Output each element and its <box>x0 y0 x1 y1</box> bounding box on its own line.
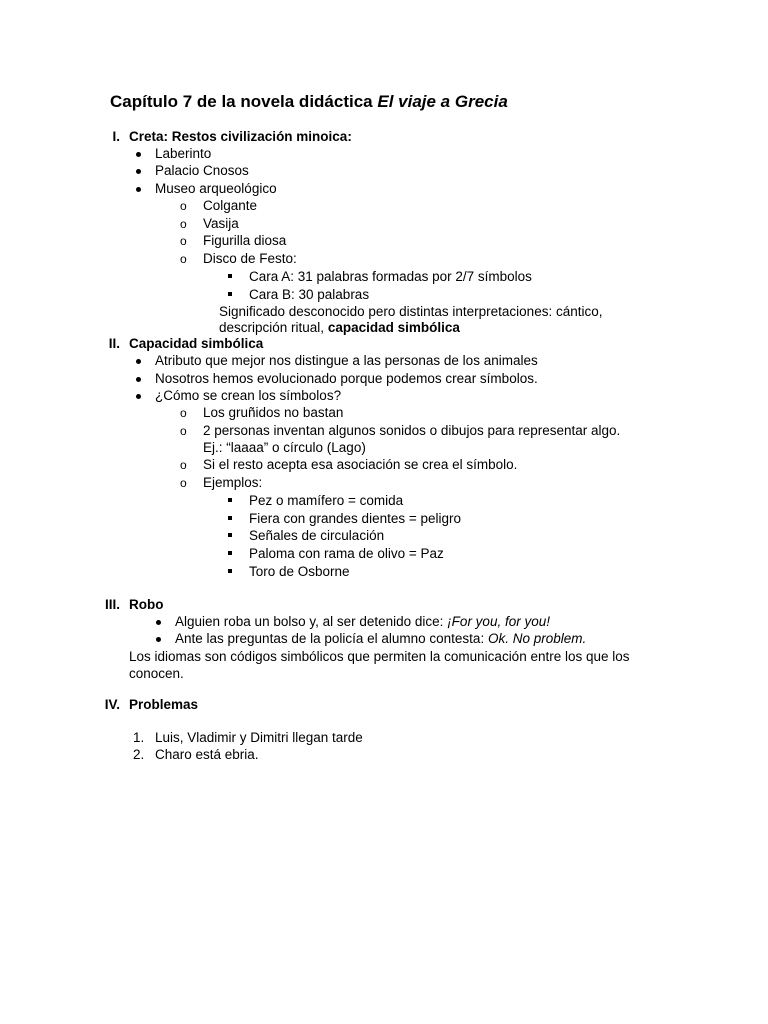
note-line <box>219 320 460 336</box>
list-item: Vasija <box>203 216 239 231</box>
bullet-icon <box>156 620 161 625</box>
list-item: Charo está ebria. <box>155 747 259 762</box>
list-item-text: Ante las preguntas de la policía el alumno contesta: <box>175 631 488 646</box>
square-bullet-icon <box>228 551 232 555</box>
section-1-numeral: I. <box>112 129 120 144</box>
circle-bullet-icon: o <box>180 252 187 266</box>
bullet-icon <box>136 377 141 382</box>
bullet-icon <box>136 359 141 364</box>
square-bullet-icon <box>228 569 232 573</box>
circle-bullet-icon: o <box>180 476 187 490</box>
square-bullet-icon <box>228 498 232 502</box>
list-item <box>175 631 586 647</box>
list-item: ¿Cómo se crean los símbolos? <box>155 388 342 403</box>
paragraph-line: conocen. <box>129 666 184 681</box>
circle-bullet-icon: o <box>180 424 187 438</box>
list-item: Luis, Vladimir y Dimitri llegan tarde <box>155 730 363 745</box>
list-item: 2 personas inventan algunos sonidos o dibujos para representar algo. <box>203 423 621 438</box>
list-item: Laberinto <box>155 146 212 161</box>
section-1-heading: Creta: Restos civilización minoica: <box>129 129 352 144</box>
list-item: Cara A: 31 palabras formadas por 2/7 símbolos <box>249 269 532 284</box>
square-bullet-icon <box>228 516 232 520</box>
list-item-quote: Ok. No problem. <box>487 631 587 646</box>
square-bullet-icon <box>228 274 232 278</box>
list-item-quote: ¡For you, for you! <box>447 614 550 629</box>
circle-bullet-icon: o <box>180 234 187 248</box>
circle-bullet-icon: o <box>180 217 187 231</box>
list-item-text: Alguien roba un bolso y, al ser detenido dice: <box>175 614 448 629</box>
circle-bullet-icon: o <box>180 406 187 420</box>
title-italic: El viaje a Grecia <box>377 92 508 111</box>
section-2-numeral: II. <box>108 336 120 351</box>
bullet-icon <box>136 152 141 157</box>
chapter-title <box>110 92 508 112</box>
list-item: Disco de Festo: <box>203 251 297 266</box>
paragraph-line: Los idiomas son códigos simbólicos que permiten la comunicación entre los que los <box>129 649 630 664</box>
list-item: Paloma con rama de olivo = Paz <box>249 546 444 561</box>
title-plain: Capítulo 7 de la novela didáctica <box>110 92 378 111</box>
bullet-icon <box>136 169 141 174</box>
list-item <box>175 614 550 630</box>
square-bullet-icon <box>228 533 232 537</box>
section-4-numeral: IV. <box>104 697 120 712</box>
list-item: Fiera con grandes dientes = peligro <box>249 511 462 526</box>
list-item: Palacio Cnosos <box>155 163 249 178</box>
list-item: Señales de circulación <box>249 528 385 543</box>
list-number: 1. <box>133 730 145 745</box>
list-item: Colgante <box>203 198 258 213</box>
bullet-icon <box>136 187 141 192</box>
note-line: Significado desconocido pero distintas interpretaciones: cántico, <box>219 304 603 319</box>
list-item: Pez o mamífero = comida <box>249 493 404 508</box>
example-line: Ej.: “laaaa” o círculo (Lago) <box>203 440 366 455</box>
circle-bullet-icon: o <box>180 458 187 472</box>
list-number: 2. <box>133 747 145 762</box>
note-emphasis: capacidad simbólica <box>327 320 460 335</box>
section-3-numeral: III. <box>104 597 120 612</box>
list-item: Toro de Osborne <box>249 564 350 579</box>
square-bullet-icon <box>228 292 232 296</box>
bullet-icon <box>136 394 141 399</box>
bullet-icon <box>156 637 161 642</box>
list-item: Museo arqueológico <box>155 181 277 196</box>
list-item: Atributo que mejor nos distingue a las personas de los animales <box>155 353 538 368</box>
circle-bullet-icon: o <box>180 199 187 213</box>
list-item: Figurilla diosa <box>203 233 287 248</box>
list-item: Ejemplos: <box>203 475 263 490</box>
note-text: descripción ritual, <box>219 320 328 335</box>
list-item: Cara B: 30 palabras <box>249 287 370 302</box>
list-item: Si el resto acepta esa asociación se crea el símbolo. <box>203 457 518 472</box>
section-2-heading: Capacidad simbólica <box>129 336 264 351</box>
section-3-heading: Robo <box>129 597 164 612</box>
list-item: Nosotros hemos evolucionado porque podemos crear símbolos. <box>155 371 538 386</box>
section-4-heading: Problemas <box>129 697 199 712</box>
list-item: Los gruñidos no bastan <box>203 405 344 420</box>
